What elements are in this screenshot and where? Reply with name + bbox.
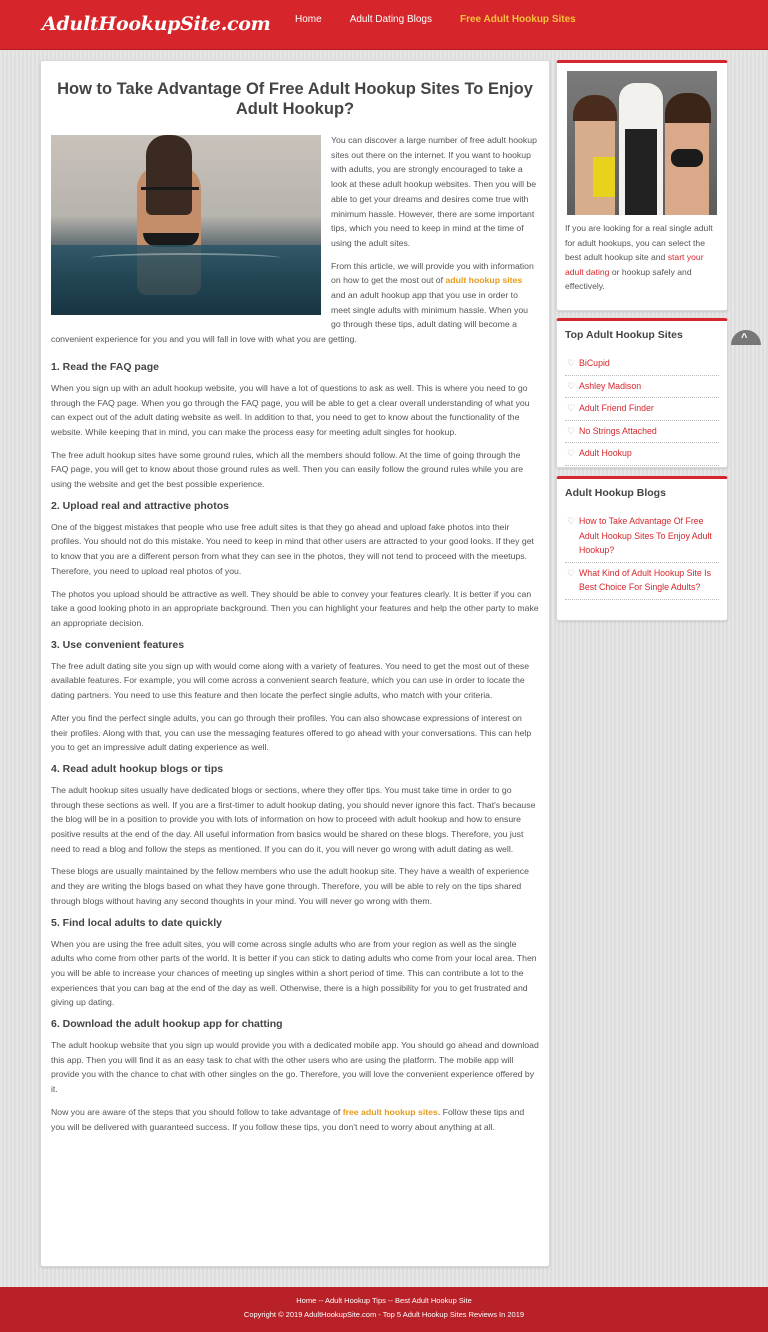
start-adult-dating-link[interactable]: start your adult dating (565, 252, 704, 277)
section-heading-2: 2. Upload real and attractive photos (51, 499, 229, 512)
top-site-item[interactable]: ♡ Ashley Madison (565, 376, 719, 399)
intro-paragraph-1: You can discover a large number of free adult hookup sites out there on the internet. If you want to hookup with adults, you are strongly encouraged to take a look at these adult hookup websites. Then you will be able to get your dreams and desires come true with minimum hassle. However, there are some important tips, which you need to keep in mind at the time of using the adult sites. (331, 135, 537, 248)
adult-hookup-sites-link[interactable]: adult hookup sites (445, 275, 523, 286)
top-sites-list (565, 353, 719, 466)
section-2-paragraph-2: The photos you upload should be attractive as well. They should be able to convey your features clearly. It is better if you can take a good looking photo in an appropriate background. Then you can highlight your features and help the other party to make an appropriate decision. (51, 588, 539, 628)
footer-links[interactable]: Home -- Adult Hookup Tips -- Best Adult Hookup Site (296, 1296, 472, 1305)
sidebar-promo-image (567, 71, 717, 215)
section-heading-3: 3. Use convenient features (51, 638, 185, 651)
section-4-paragraph-2: These blogs are usually maintained by the fellow members who use the adult hookup site. They have a wealth of experience and they are writing the blogs based on what they have gone through. Therefore, you will be able to rely on the tips shared through blogs without having any second thoughts in your mind. You will never go wrong with them. (51, 866, 529, 906)
site-footer (0, 1287, 768, 1332)
section-2-paragraph-1: One of the biggest mistakes that people who use free adult sites is that they go ahead and upload fake photos into their profiles. You should not do this mistake. You need to keep in mind that other users are attracted to your good looks. If they get to know that you are a different person from what they can see in the photos, they will not tend to proceed with the meetups. Therefore, you need to upload real photos of you. (51, 521, 534, 576)
main-nav (295, 14, 604, 25)
section-heading-4: 4. Read adult hookup blogs or tips (51, 762, 224, 775)
top-site-item[interactable]: ♡ No Strings Attached (565, 421, 719, 444)
top-site-item[interactable]: ♡ Adult Hookup (565, 443, 719, 466)
nav-home[interactable]: Home (295, 14, 322, 25)
back-to-top-button[interactable] (731, 330, 761, 345)
article-title: How to Take Advantage Of Free Adult Hookup Sites To Enjoy Adult Hookup? (57, 80, 533, 118)
top-site-item[interactable]: ♡ Adult Friend Finder (565, 398, 719, 421)
article-hero-image (51, 135, 321, 315)
section-3-paragraph-1: The free adult dating site you sign up with would come along with a variety of features. You need to get the most out of these available features. For example, you will come across a convenient search feature, which you can use in order to locate the dating partners. You need to use this feature and then locate the perfect single adults, who match with your criteria. (51, 660, 530, 701)
nav-free-adult-hookup-sites[interactable]: Free Adult Hookup Sites (459, 14, 576, 25)
heart-outline-icon: ♡ (567, 358, 576, 368)
heart-outline-icon: ♡ (567, 403, 576, 414)
blog-item[interactable]: ♡ What Kind of Adult Hookup Site Is Best Choice For Single Adults? (565, 563, 719, 600)
outro-paragraph: Now you are aware of the steps that you should follow to take advantage of free adult hookup sites. Follow these tips and you will be delivered with guaranteed success. If you follow these tips, you don't need to worry about anything at all. (51, 1106, 525, 1132)
heart-outline-icon: ♡ (567, 567, 576, 578)
sidebar-promo-text: If you are looking for a real single adult for adult hookups, you can select the best adult hookup site and start your adult dating or hookup safely and effectively. (565, 223, 713, 292)
section-6-paragraph-1: The adult hookup website that you sign up would provide you with a dedicated mobile app. You should go ahead and download this app. Then you will find it as an easy task to chat with the other users who are using the platform. The mobile app will provide you with the chance to chat with other singles on the go. Therefore, you will love the convenient experience offered by it. (51, 1040, 539, 1095)
nav-adult-dating-blogs[interactable]: Adult Dating Blogs (349, 14, 432, 25)
section-1-paragraph-1: When you sign up with an adult hookup website, you will have a lot of questions to ask as well. This is where you need to go through the FAQ page. When you go through the FAQ page, you will be able to get a clear overall understanding of what you can expect out of the adult dating website as well. In addition to that, you need to get to know about the functionality of the website. While keeping that in mind, you can make the process easy for meeting adult singles for hookup. (51, 382, 530, 437)
section-heading-6: 6. Download the adult hookup app for chatting (51, 1018, 283, 1031)
top-site-item[interactable]: ♡ BiCupid (565, 353, 719, 376)
heart-outline-icon: ♡ (567, 516, 576, 526)
top-sites-title: Top Adult Hookup Sites (565, 329, 683, 341)
section-heading-1: 1. Read the FAQ page (51, 360, 159, 373)
sidebar-promo-box (556, 60, 728, 311)
heart-outline-icon: ♡ (567, 425, 576, 436)
blogs-widget (556, 476, 728, 621)
section-5-paragraph-1: When you are using the free adult sites, you will come across single adults who are from your region as well as the single adults who come from other parts of the world. It is better if you can stick to dating adults who come from your local area. Then you will be able to increase your chances of meeting up singles within a short period of time. This can contribute a lot to the experiences that you can bag at the end of the day as well. Otherwise, there is a high possibility for you to get frustrated and giving up dating. (51, 938, 537, 1008)
chevron-up-icon: ^ (741, 332, 748, 344)
article-container (40, 60, 550, 1267)
section-3-paragraph-2: After you find the perfect single adults, you can go through their profiles. You can also showcase expressions of interest on their profiles. Along with that, you can use the messaging features offered to go ahead with your conversations. This can help you to get an impressive adult dating experience as well. (51, 712, 532, 753)
blogs-title: Adult Hookup Blogs (565, 487, 666, 499)
section-4-paragraph-1: The adult hookup sites usually have dedicated blogs or sections, where they offer tips. You must take time in order to go through these sections as well. If you are a first-timer to adult hookup dating, you should never ignore this fact. That's because the blog will be in a position to provide you with lots of information on how to proceed with adult hookup and how to ensure positive results at the end of the day. All useful information from basics would be shared on these blogs. Therefore, you just need to read a blog and follow the steps as mentioned. If you can do it, you will never go wrong with adult dating as well. (51, 784, 536, 854)
footer-copyright: Copyright © 2019 AdultHookupSite.com - Top 5 Adult Hookup Sites Reviews In 2019 (243, 1310, 525, 1319)
section-heading-5: 5. Find local adults to date quickly (51, 916, 222, 929)
intro-paragraph-2: From this article, we will provide you with information on how to get the most out of adult hookup sites and an adult hookup app that you use in order to meet single adults with minimum hassle. When you go through these tips, adult dating will become a convenient experience for you and you will fall in love with what you are getting. (51, 260, 534, 345)
site-logo[interactable]: AdultHookupSite.com (42, 13, 271, 35)
top-sites-widget (556, 318, 728, 468)
blogs-list (565, 511, 719, 600)
site-header (0, 0, 768, 50)
article-body (51, 133, 539, 1134)
free-adult-hookup-sites-link[interactable]: free adult hookup sites (342, 1106, 438, 1117)
heart-outline-icon: ♡ (567, 448, 576, 459)
section-1-paragraph-2: The free adult hookup sites have some ground rules, which all the members should follow. At the time of going through the FAQ page, you will get to know about those ground rules as well. Then you can easily follow the ground rules while you are using the website and get the best possible experience. (51, 449, 524, 490)
heart-outline-icon: ♡ (567, 380, 576, 391)
blog-item[interactable]: ♡ How to Take Advantage Of Free Adult Hookup Sites To Enjoy Adult Hookup? (565, 511, 719, 563)
